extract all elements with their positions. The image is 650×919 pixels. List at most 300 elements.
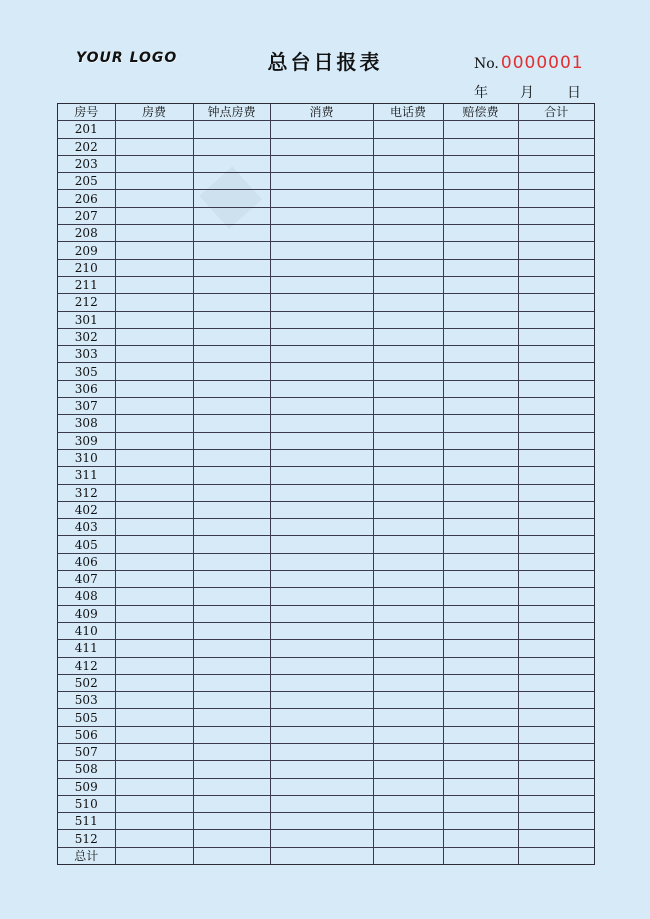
entry-cell[interactable] <box>518 207 594 224</box>
entry-cell[interactable] <box>518 847 594 864</box>
table-row <box>58 449 594 466</box>
entry-cell[interactable] <box>193 190 270 207</box>
entry-cell[interactable] <box>518 795 594 812</box>
entry-cell[interactable] <box>518 657 594 674</box>
entry-cell[interactable] <box>115 449 193 466</box>
entry-cell[interactable] <box>443 207 518 224</box>
entry-cell[interactable] <box>518 259 594 276</box>
entry-cell[interactable] <box>373 743 443 760</box>
room-number-cell: 208 <box>58 225 115 242</box>
entry-cell[interactable] <box>193 467 270 484</box>
entry-cell[interactable] <box>193 692 270 709</box>
entry-cell[interactable] <box>193 657 270 674</box>
entry-cell[interactable] <box>443 501 518 518</box>
entry-cell[interactable] <box>115 830 193 847</box>
entry-cell[interactable] <box>270 830 373 847</box>
entry-cell[interactable] <box>443 778 518 795</box>
entry-cell[interactable] <box>270 813 373 830</box>
entry-cell[interactable] <box>518 311 594 328</box>
entry-cell[interactable] <box>518 622 594 639</box>
entry-cell[interactable] <box>373 778 443 795</box>
entry-cell[interactable] <box>115 484 193 501</box>
entry-cell[interactable] <box>115 640 193 657</box>
entry-cell[interactable] <box>193 259 270 276</box>
entry-cell[interactable] <box>518 726 594 743</box>
entry-cell[interactable] <box>193 778 270 795</box>
entry-cell[interactable] <box>115 432 193 449</box>
entry-cell[interactable] <box>373 813 443 830</box>
entry-cell[interactable] <box>443 847 518 864</box>
entry-cell[interactable] <box>193 761 270 778</box>
entry-cell[interactable] <box>373 847 443 864</box>
entry-cell[interactable] <box>373 795 443 812</box>
entry-cell[interactable] <box>443 467 518 484</box>
entry-cell[interactable] <box>270 173 373 190</box>
entry-cell[interactable] <box>373 501 443 518</box>
room-number-cell: 311 <box>58 467 115 484</box>
entry-cell[interactable] <box>443 657 518 674</box>
entry-cell[interactable] <box>373 484 443 501</box>
entry-cell[interactable] <box>115 553 193 570</box>
entry-cell[interactable] <box>193 294 270 311</box>
room-number-cell: 411 <box>58 640 115 657</box>
entry-cell[interactable] <box>518 328 594 345</box>
entry-cell[interactable] <box>443 398 518 415</box>
entry-cell[interactable] <box>115 398 193 415</box>
entry-cell[interactable] <box>193 173 270 190</box>
entry-cell[interactable] <box>115 363 193 380</box>
table-row <box>58 173 594 190</box>
entry-cell[interactable] <box>518 830 594 847</box>
entry-cell[interactable] <box>518 484 594 501</box>
entry-cell[interactable] <box>193 432 270 449</box>
entry-cell[interactable] <box>443 190 518 207</box>
entry-cell[interactable] <box>518 761 594 778</box>
entry-cell[interactable] <box>270 449 373 466</box>
entry-cell[interactable] <box>373 726 443 743</box>
entry-cell[interactable] <box>193 571 270 588</box>
entry-cell[interactable] <box>443 294 518 311</box>
entry-cell[interactable] <box>373 519 443 536</box>
entry-cell[interactable] <box>443 138 518 155</box>
entry-cell[interactable] <box>115 674 193 691</box>
entry-cell[interactable] <box>115 847 193 864</box>
entry-cell[interactable] <box>270 415 373 432</box>
entry-cell[interactable] <box>443 242 518 259</box>
room-number-cell: 306 <box>58 380 115 397</box>
entry-cell[interactable] <box>373 207 443 224</box>
entry-cell[interactable] <box>518 709 594 726</box>
entry-cell[interactable] <box>518 225 594 242</box>
room-number-cell: 307 <box>58 398 115 415</box>
entry-cell[interactable] <box>518 138 594 155</box>
entry-cell[interactable] <box>518 778 594 795</box>
entry-cell[interactable] <box>115 276 193 293</box>
entry-cell[interactable] <box>373 605 443 622</box>
entry-cell[interactable] <box>270 398 373 415</box>
entry-cell[interactable] <box>193 138 270 155</box>
entry-cell[interactable] <box>115 225 193 242</box>
entry-cell[interactable] <box>518 588 594 605</box>
entry-cell[interactable] <box>270 276 373 293</box>
entry-cell[interactable] <box>270 467 373 484</box>
entry-cell[interactable] <box>115 726 193 743</box>
entry-cell[interactable] <box>443 726 518 743</box>
entry-cell[interactable] <box>518 605 594 622</box>
entry-cell[interactable] <box>373 709 443 726</box>
entry-cell[interactable] <box>518 467 594 484</box>
entry-cell[interactable] <box>270 259 373 276</box>
entry-cell[interactable] <box>115 328 193 345</box>
entry-cell[interactable] <box>373 692 443 709</box>
entry-cell[interactable] <box>115 155 193 172</box>
entry-cell[interactable] <box>443 432 518 449</box>
entry-cell[interactable] <box>518 640 594 657</box>
entry-cell[interactable] <box>518 276 594 293</box>
entry-cell[interactable] <box>193 847 270 864</box>
entry-cell[interactable] <box>193 709 270 726</box>
entry-cell[interactable] <box>373 553 443 570</box>
entry-cell[interactable] <box>373 276 443 293</box>
entry-cell[interactable] <box>193 813 270 830</box>
entry-cell[interactable] <box>193 484 270 501</box>
table-row <box>58 328 594 345</box>
entry-cell[interactable] <box>115 259 193 276</box>
table-row <box>58 709 594 726</box>
column-header: 房费 <box>115 104 193 121</box>
entry-cell[interactable] <box>443 674 518 691</box>
table-row <box>58 276 594 293</box>
entry-cell[interactable] <box>373 588 443 605</box>
table-row <box>58 830 594 847</box>
entry-cell[interactable] <box>518 398 594 415</box>
entry-cell[interactable] <box>443 536 518 553</box>
entry-cell[interactable] <box>115 346 193 363</box>
entry-cell[interactable] <box>115 761 193 778</box>
entry-cell[interactable] <box>443 121 518 138</box>
entry-cell[interactable] <box>518 743 594 760</box>
entry-cell[interactable] <box>270 432 373 449</box>
entry-cell[interactable] <box>518 449 594 466</box>
entry-cell[interactable] <box>115 536 193 553</box>
entry-cell[interactable] <box>193 553 270 570</box>
entry-cell[interactable] <box>193 743 270 760</box>
entry-cell[interactable] <box>373 138 443 155</box>
entry-cell[interactable] <box>270 674 373 691</box>
entry-cell[interactable] <box>193 519 270 536</box>
entry-cell[interactable] <box>193 622 270 639</box>
table-row <box>58 795 594 812</box>
entry-cell[interactable] <box>373 363 443 380</box>
entry-cell[interactable] <box>443 173 518 190</box>
entry-cell[interactable] <box>443 605 518 622</box>
entry-cell[interactable] <box>373 830 443 847</box>
entry-cell[interactable] <box>270 207 373 224</box>
entry-cell[interactable] <box>518 173 594 190</box>
entry-cell[interactable] <box>193 380 270 397</box>
entry-cell[interactable] <box>115 605 193 622</box>
entry-cell[interactable] <box>115 173 193 190</box>
entry-cell[interactable] <box>443 449 518 466</box>
entry-cell[interactable] <box>373 674 443 691</box>
table-row <box>58 640 594 657</box>
entry-cell[interactable] <box>115 795 193 812</box>
room-number-cell: 405 <box>58 536 115 553</box>
room-number-cell: 410 <box>58 622 115 639</box>
entry-cell[interactable] <box>193 449 270 466</box>
entry-cell[interactable] <box>193 501 270 518</box>
entry-cell[interactable] <box>193 242 270 259</box>
entry-cell[interactable] <box>373 761 443 778</box>
entry-cell[interactable] <box>270 484 373 501</box>
entry-cell[interactable] <box>115 121 193 138</box>
entry-cell[interactable] <box>373 622 443 639</box>
entry-cell[interactable] <box>193 536 270 553</box>
entry-cell[interactable] <box>115 415 193 432</box>
column-header: 消费 <box>270 104 373 121</box>
entry-cell[interactable] <box>443 415 518 432</box>
entry-cell[interactable] <box>270 657 373 674</box>
entry-cell[interactable] <box>443 519 518 536</box>
entry-cell[interactable] <box>443 328 518 345</box>
entry-cell[interactable] <box>115 467 193 484</box>
entry-cell[interactable] <box>193 207 270 224</box>
entry-cell[interactable] <box>270 501 373 518</box>
entry-cell[interactable] <box>518 415 594 432</box>
entry-cell[interactable] <box>443 259 518 276</box>
entry-cell[interactable] <box>443 571 518 588</box>
table-row <box>58 242 594 259</box>
entry-cell[interactable] <box>270 743 373 760</box>
entry-cell[interactable] <box>270 709 373 726</box>
entry-cell[interactable] <box>270 294 373 311</box>
entry-cell[interactable] <box>193 795 270 812</box>
entry-cell[interactable] <box>518 190 594 207</box>
entry-cell[interactable] <box>518 380 594 397</box>
entry-cell[interactable] <box>518 674 594 691</box>
entry-cell[interactable] <box>270 795 373 812</box>
entry-cell[interactable] <box>193 346 270 363</box>
entry-cell[interactable] <box>270 380 373 397</box>
entry-cell[interactable] <box>443 640 518 657</box>
entry-cell[interactable] <box>443 692 518 709</box>
entry-cell[interactable] <box>443 709 518 726</box>
entry-cell[interactable] <box>270 640 373 657</box>
entry-cell[interactable] <box>115 207 193 224</box>
entry-cell[interactable] <box>270 363 373 380</box>
serial-number <box>474 53 584 73</box>
room-number-cell: 406 <box>58 553 115 570</box>
entry-cell[interactable] <box>193 276 270 293</box>
entry-cell[interactable] <box>115 519 193 536</box>
entry-cell[interactable] <box>115 138 193 155</box>
entry-cell[interactable] <box>115 501 193 518</box>
entry-cell[interactable] <box>373 225 443 242</box>
entry-cell[interactable] <box>115 622 193 639</box>
entry-cell[interactable] <box>373 294 443 311</box>
room-number-cell: 210 <box>58 259 115 276</box>
entry-cell[interactable] <box>115 294 193 311</box>
entry-cell[interactable] <box>270 605 373 622</box>
entry-cell[interactable] <box>373 415 443 432</box>
room-number-cell: 502 <box>58 674 115 691</box>
entry-cell[interactable] <box>193 398 270 415</box>
entry-cell[interactable] <box>373 657 443 674</box>
entry-cell[interactable] <box>270 726 373 743</box>
entry-cell[interactable] <box>115 588 193 605</box>
entry-cell[interactable] <box>270 588 373 605</box>
room-number-cell: 403 <box>58 519 115 536</box>
table-row <box>58 432 594 449</box>
entry-cell[interactable] <box>270 536 373 553</box>
entry-cell[interactable] <box>270 138 373 155</box>
entry-cell[interactable] <box>115 190 193 207</box>
entry-cell[interactable] <box>518 242 594 259</box>
entry-cell[interactable] <box>270 121 373 138</box>
entry-cell[interactable] <box>443 484 518 501</box>
entry-cell[interactable] <box>270 692 373 709</box>
entry-cell[interactable] <box>270 622 373 639</box>
table-row <box>58 588 594 605</box>
entry-cell[interactable] <box>193 121 270 138</box>
entry-cell[interactable] <box>115 709 193 726</box>
room-number-cell: 511 <box>58 813 115 830</box>
table-row <box>58 778 594 795</box>
entry-cell[interactable] <box>193 605 270 622</box>
entry-cell[interactable] <box>443 830 518 847</box>
entry-cell[interactable] <box>373 328 443 345</box>
room-number-cell: 201 <box>58 121 115 138</box>
entry-cell[interactable] <box>270 519 373 536</box>
entry-cell[interactable] <box>193 674 270 691</box>
entry-cell[interactable] <box>518 432 594 449</box>
entry-cell[interactable] <box>115 743 193 760</box>
report-table <box>58 104 594 864</box>
entry-cell[interactable] <box>373 242 443 259</box>
entry-cell[interactable] <box>270 311 373 328</box>
entry-cell[interactable] <box>518 294 594 311</box>
entry-cell[interactable] <box>443 276 518 293</box>
room-number-cell: 202 <box>58 138 115 155</box>
room-number-cell: 510 <box>58 795 115 812</box>
entry-cell[interactable] <box>193 726 270 743</box>
entry-cell[interactable] <box>373 259 443 276</box>
entry-cell[interactable] <box>518 501 594 518</box>
entry-cell[interactable] <box>270 761 373 778</box>
table-row <box>58 207 594 224</box>
entry-cell[interactable] <box>270 328 373 345</box>
entry-cell[interactable] <box>193 588 270 605</box>
entry-cell[interactable] <box>115 692 193 709</box>
entry-cell[interactable] <box>373 536 443 553</box>
entry-cell[interactable] <box>270 190 373 207</box>
entry-cell[interactable] <box>373 155 443 172</box>
entry-cell[interactable] <box>270 155 373 172</box>
entry-cell[interactable] <box>518 553 594 570</box>
entry-cell[interactable] <box>518 571 594 588</box>
entry-cell[interactable] <box>443 622 518 639</box>
room-number-cell: 506 <box>58 726 115 743</box>
table-row <box>58 190 594 207</box>
entry-cell[interactable] <box>373 432 443 449</box>
entry-cell[interactable] <box>373 311 443 328</box>
entry-cell[interactable] <box>193 328 270 345</box>
entry-cell[interactable] <box>518 121 594 138</box>
entry-cell[interactable] <box>373 449 443 466</box>
table-row <box>58 380 594 397</box>
total-row <box>58 847 594 864</box>
entry-cell[interactable] <box>270 571 373 588</box>
entry-cell[interactable] <box>115 380 193 397</box>
entry-cell[interactable] <box>518 346 594 363</box>
entry-cell[interactable] <box>443 813 518 830</box>
entry-cell[interactable] <box>115 778 193 795</box>
entry-cell[interactable] <box>115 813 193 830</box>
entry-cell[interactable] <box>518 536 594 553</box>
entry-cell[interactable] <box>443 761 518 778</box>
entry-cell[interactable] <box>373 467 443 484</box>
entry-cell[interactable] <box>373 190 443 207</box>
entry-cell[interactable] <box>373 571 443 588</box>
entry-cell[interactable] <box>518 692 594 709</box>
entry-cell[interactable] <box>270 847 373 864</box>
entry-cell[interactable] <box>443 311 518 328</box>
entry-cell[interactable] <box>115 242 193 259</box>
table-row <box>58 519 594 536</box>
room-number-cell: 503 <box>58 692 115 709</box>
entry-cell[interactable] <box>373 121 443 138</box>
entry-cell[interactable] <box>443 588 518 605</box>
entry-cell[interactable] <box>518 813 594 830</box>
entry-cell[interactable] <box>193 155 270 172</box>
entry-cell[interactable] <box>193 830 270 847</box>
entry-cell[interactable] <box>270 242 373 259</box>
date-day-label: 日 <box>567 85 581 101</box>
entry-cell[interactable] <box>373 640 443 657</box>
entry-cell[interactable] <box>270 225 373 242</box>
entry-cell[interactable] <box>373 380 443 397</box>
entry-cell[interactable] <box>443 155 518 172</box>
entry-cell[interactable] <box>373 173 443 190</box>
table-row <box>58 467 594 484</box>
entry-cell[interactable] <box>115 311 193 328</box>
entry-cell[interactable] <box>443 553 518 570</box>
table-row <box>58 311 594 328</box>
room-number-cell: 303 <box>58 346 115 363</box>
entry-cell[interactable] <box>270 778 373 795</box>
entry-cell[interactable] <box>270 553 373 570</box>
entry-cell[interactable] <box>193 415 270 432</box>
entry-cell[interactable] <box>518 155 594 172</box>
entry-cell[interactable] <box>443 743 518 760</box>
entry-cell[interactable] <box>373 346 443 363</box>
entry-cell[interactable] <box>443 225 518 242</box>
entry-cell[interactable] <box>518 363 594 380</box>
entry-cell[interactable] <box>443 346 518 363</box>
entry-cell[interactable] <box>115 657 193 674</box>
entry-cell[interactable] <box>443 363 518 380</box>
entry-cell[interactable] <box>373 398 443 415</box>
entry-cell[interactable] <box>518 519 594 536</box>
entry-cell[interactable] <box>443 380 518 397</box>
entry-cell[interactable] <box>270 346 373 363</box>
entry-cell[interactable] <box>193 363 270 380</box>
entry-cell[interactable] <box>443 795 518 812</box>
entry-cell[interactable] <box>115 571 193 588</box>
entry-cell[interactable] <box>193 311 270 328</box>
entry-cell[interactable] <box>193 640 270 657</box>
entry-cell[interactable] <box>193 225 270 242</box>
